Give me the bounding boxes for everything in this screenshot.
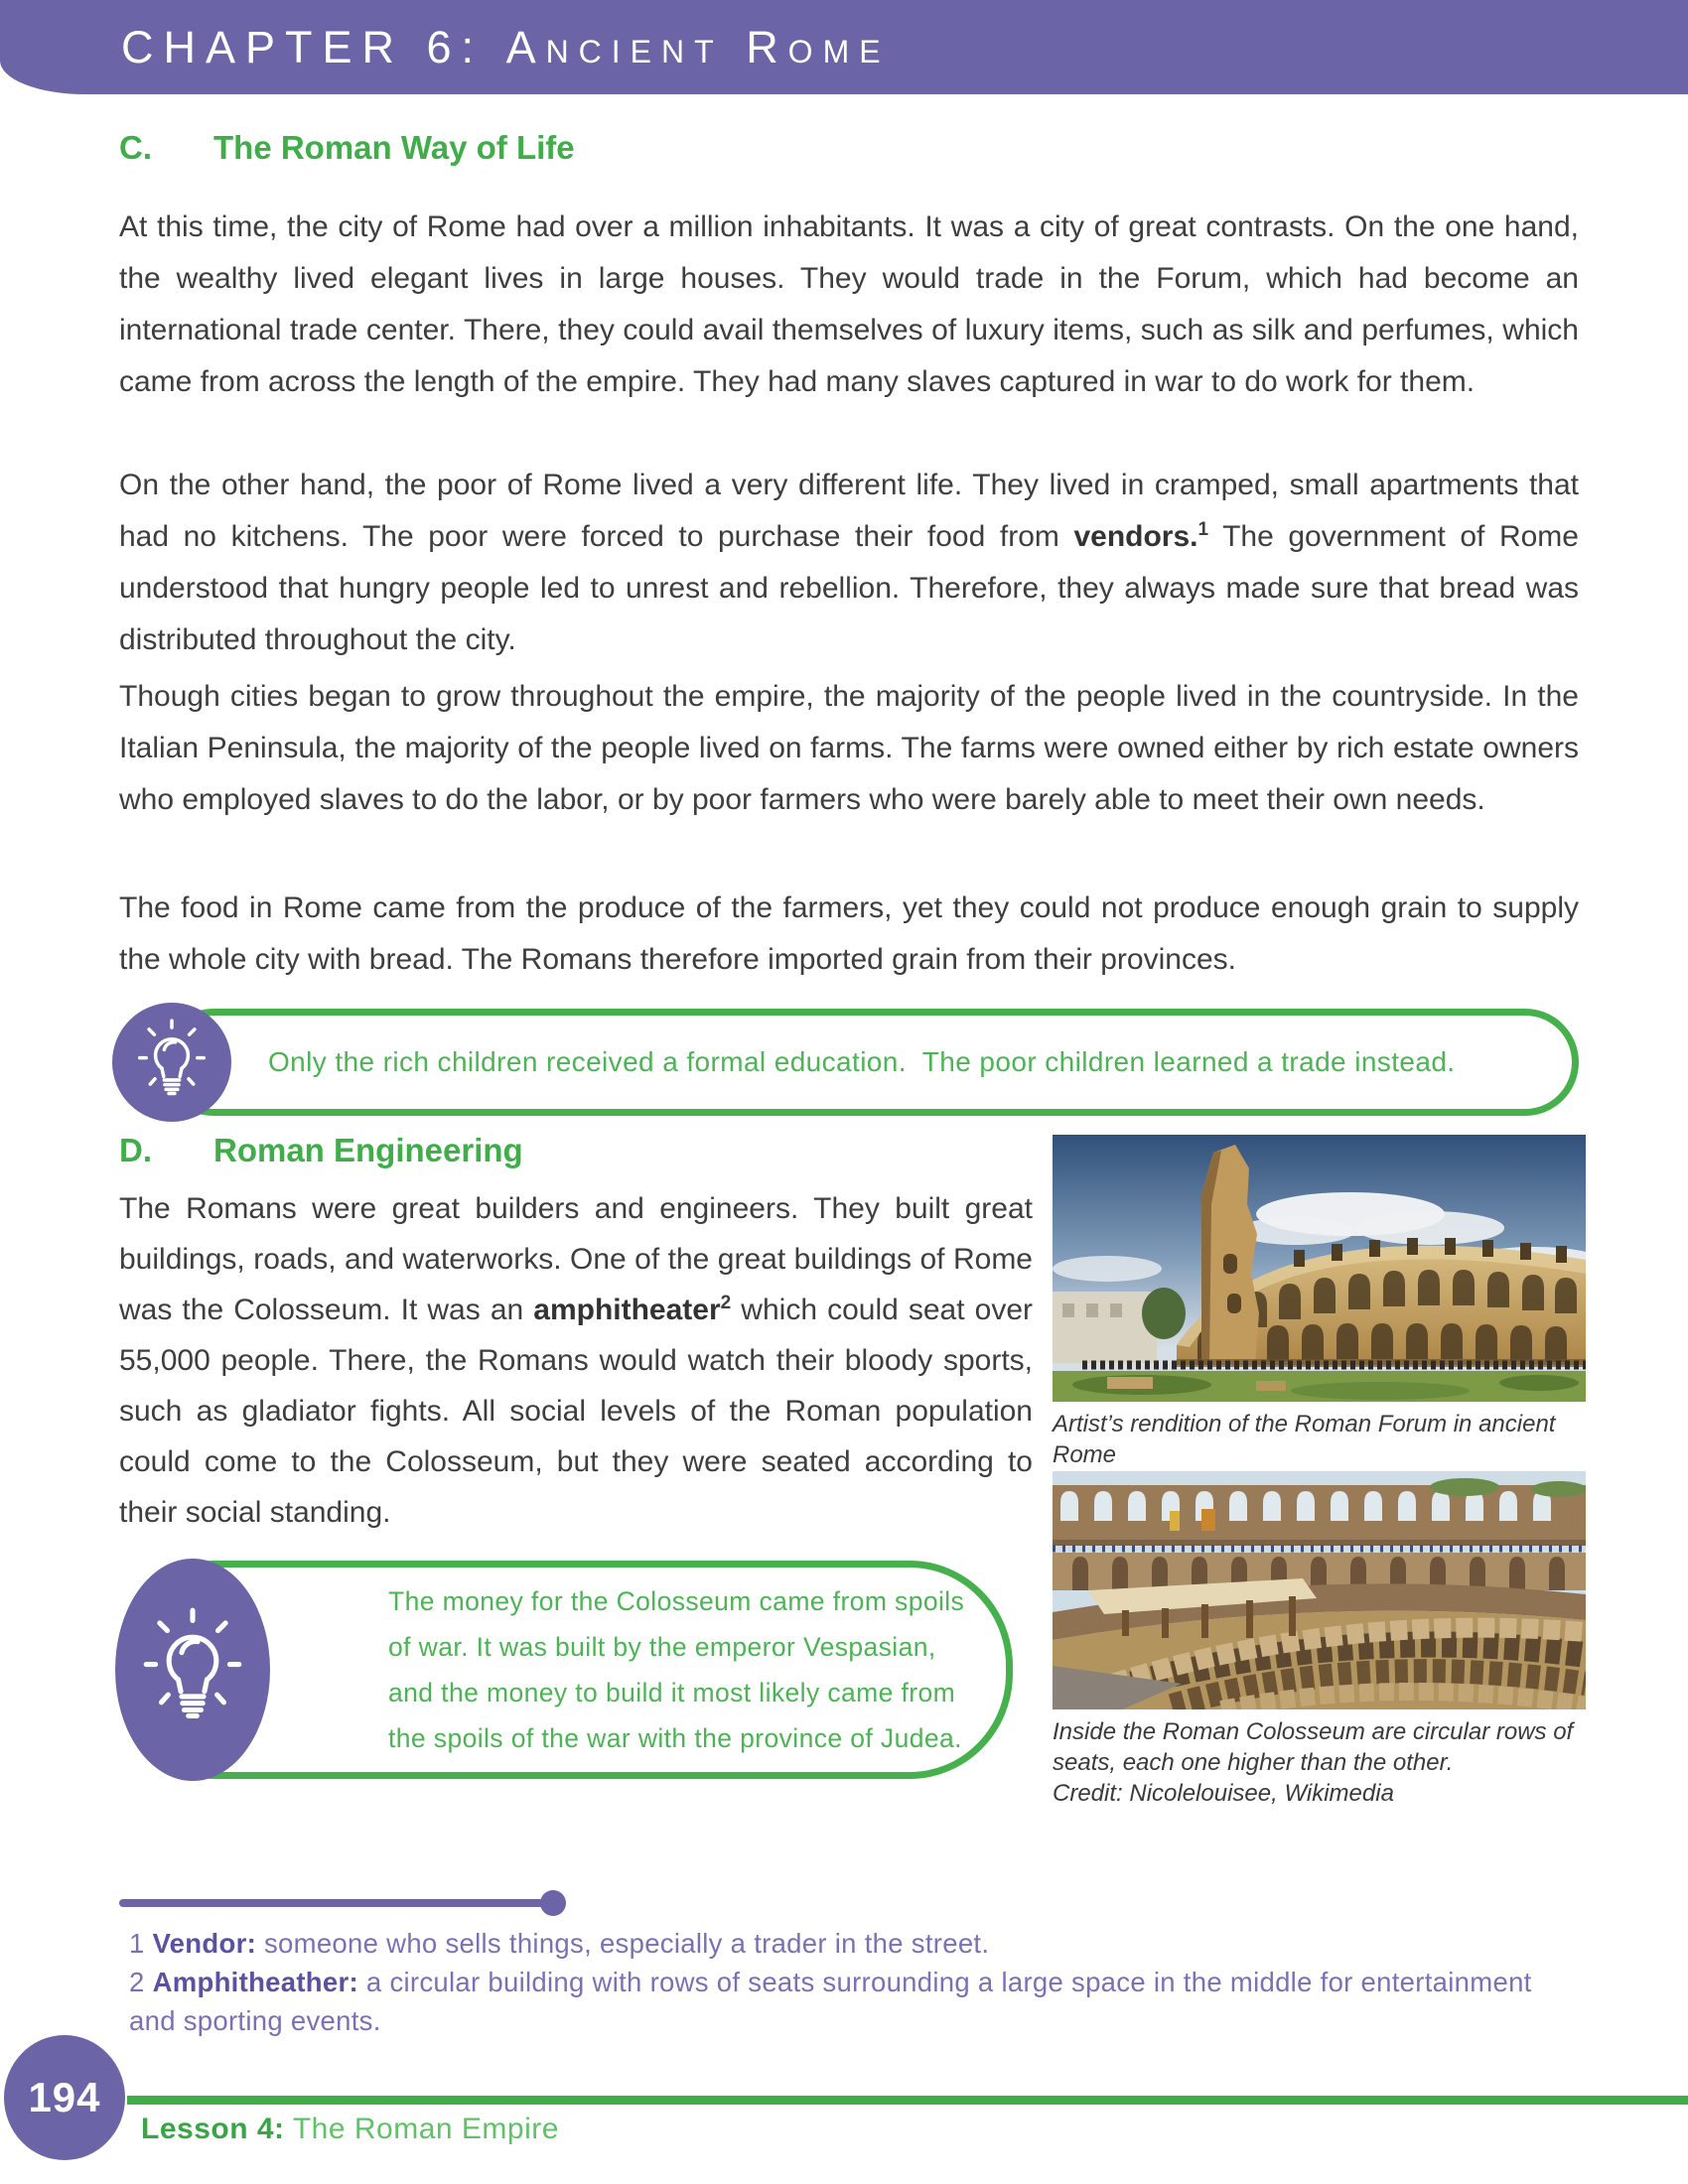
section-title: The Roman Way of Life bbox=[213, 129, 575, 166]
footnote-1 bbox=[129, 1924, 1559, 1963]
footnote-ref-2: 2 bbox=[720, 1293, 732, 1313]
section-title: Roman Engineering bbox=[213, 1132, 523, 1168]
vocab-term-amphitheater: amphitheater bbox=[533, 1294, 721, 1326]
paragraph-d-text-after: which could seat over 55,000 people. There, the Romans would watch their bloody sports, such as gladiator fights. All social levels of the Roman population could come to the Colosseum, but they were seated according to their social standing. bbox=[119, 1294, 1033, 1529]
callout-border-box bbox=[160, 1009, 1579, 1116]
footnote-divider-dot bbox=[540, 1890, 566, 1916]
footnote-number: 2 bbox=[129, 1967, 145, 1997]
paragraph-d-text: The Romans were great builders and engineers. They built great buildings, roads, and waterworks. One of the great buildings of Rome was the Colosseum. It was an bbox=[119, 1192, 1033, 1326]
section-letter: D. bbox=[119, 1132, 152, 1168]
footnote-2 bbox=[129, 1963, 1559, 2040]
section-letter: C. bbox=[119, 129, 152, 166]
figure-caption-text: Inside the Roman Colosseum are circular rows of seats, each one higher than the other. bbox=[1053, 1718, 1574, 1776]
chapter-title bbox=[121, 22, 891, 73]
figure-caption: Artist’s rendition of the Roman Forum in ancient Rome bbox=[1053, 1411, 1556, 1468]
footnote-ref-1: 1 bbox=[1197, 519, 1209, 540]
colosseum-exterior-photo bbox=[1053, 1135, 1586, 1402]
paragraph-2-text-after: The government of Rome understood that hungry people led to unrest and rebellion. Therefore, they always made sure that bread was distributed throughout the city. bbox=[119, 520, 1579, 656]
callout-education bbox=[112, 1001, 1579, 1124]
callout-text: Only the rich children received a formal education. The poor children learned a trade instead. bbox=[268, 1046, 1456, 1077]
footnote-divider bbox=[119, 1899, 548, 1907]
lesson-footer bbox=[141, 2113, 559, 2146]
page-number-badge bbox=[4, 2035, 125, 2160]
callout-text: The money for the Colosseum came from spoils of war. It was built by the emperor Vespasian, and the money to build it most likely came from the spoils of the war with the province of Judea. bbox=[388, 1586, 972, 1753]
chapter-number: CHAPTER 6: bbox=[121, 21, 506, 72]
lightbulb-icon bbox=[142, 1604, 243, 1736]
figure-forum bbox=[1053, 1135, 1586, 1470]
footnote-definition: someone who sells things, especially a trader in the street. bbox=[256, 1928, 990, 1959]
callout-colosseum-money bbox=[115, 1559, 1013, 1781]
vocab-term-vendors: vendors. bbox=[1073, 520, 1198, 553]
chapter-header-bar bbox=[0, 0, 1688, 94]
callout-border-box bbox=[169, 1561, 1013, 1779]
footnote-number: 1 bbox=[129, 1928, 145, 1959]
paragraph-2 bbox=[119, 460, 1579, 666]
figure-caption bbox=[1053, 1716, 1586, 1809]
footnote-term: Amphitheather: bbox=[152, 1967, 358, 1997]
chapter-name: Ancient Rome bbox=[505, 21, 891, 72]
callout-bulb-badge bbox=[115, 1559, 270, 1781]
figure-colosseum-interior bbox=[1053, 1471, 1586, 1809]
colosseum-interior-photo bbox=[1053, 1471, 1586, 1709]
page-number: 194 bbox=[28, 2074, 101, 2120]
footnote-definition: a circular building with rows of seats surrounding a large space in the middle for entertainment and sporting events. bbox=[129, 1967, 1532, 2036]
paragraph-2-text: On the other hand, the poor of Rome lived a very different life. They lived in cramped, small apartments that had no kitchens. The poor were forced to purchase their food from bbox=[119, 469, 1579, 553]
figure-credit: Credit: Nicolelouisee, Wikimedia bbox=[1053, 1780, 1394, 1807]
lightbulb-icon bbox=[135, 1017, 209, 1109]
paragraph-d bbox=[119, 1183, 1033, 1538]
lesson-label: Lesson 4: bbox=[141, 2113, 285, 2145]
footnote-term: Vendor: bbox=[152, 1928, 257, 1959]
paragraph-1: At this time, the city of Rome had over a million inhabitants. It was a city of great contrasts. On the one hand, the wealthy lived elegant lives in large houses. They would trade in the Forum, which had become an international trade center. There, they could avail themselves of luxury items, such as silk and perfumes, which came from across the length of the empire. They had many slaves captured in war to do work for them. bbox=[119, 210, 1579, 398]
paragraph-3: Though cities began to grow throughout the empire, the majority of the people lived in the countryside. In the Italian Peninsula, the majority of the people lived on farms. The farms were owned either by rich estate owners who employed slaves to do the labor, or by poor farmers who were barely able to meet their own needs. bbox=[119, 680, 1579, 816]
footnotes bbox=[129, 1924, 1559, 2040]
section-d-heading bbox=[119, 1132, 523, 1169]
section-c-heading bbox=[119, 129, 575, 167]
callout-bulb-badge bbox=[112, 1003, 231, 1122]
lesson-title: The Roman Empire bbox=[284, 2113, 559, 2145]
paragraph-4: The food in Rome came from the produce of the farmers, yet they could not produce enough grain to supply the whole city with bread. The Romans therefore imported grain from their provinces. bbox=[119, 891, 1579, 976]
footer-rule bbox=[127, 2096, 1688, 2105]
